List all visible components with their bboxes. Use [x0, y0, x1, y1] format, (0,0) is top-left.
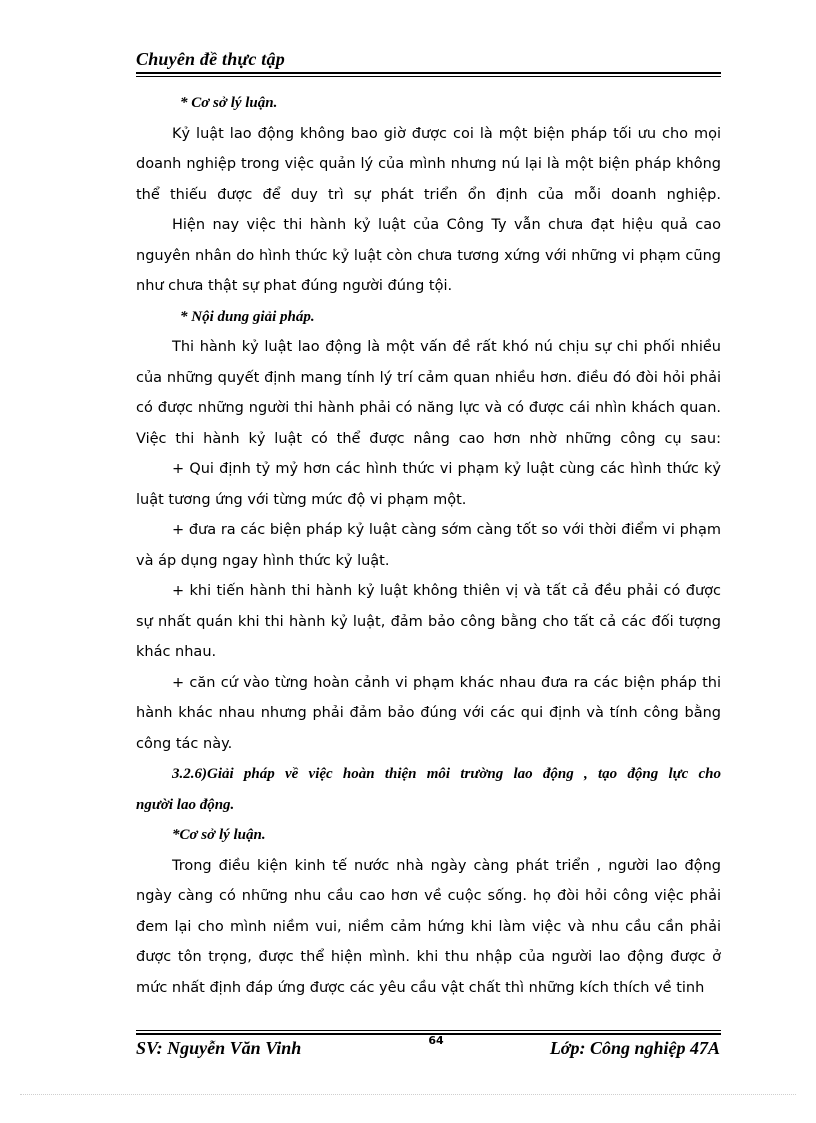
- list-item-line: + Qui định tỷ mỷ hơn các hình thức vi phạm kỷ luật cùng các hình thức kỷ: [172, 461, 721, 477]
- paragraph-line: Kỷ luật lao động không bao giờ được coi là một biện pháp tối ưu cho mọi: [172, 125, 721, 142]
- paragraph-line: được tôn trọng, được thể hiện mình. khi thu nhập của người lao động được ở: [136, 949, 721, 965]
- list-item-line: + căn cứ vào từng hoàn cảnh vi phạm khác nhau đưa ra các biện pháp thi: [172, 674, 721, 691]
- footer-student-name: SV: Nguyễn Văn Vinh: [136, 1038, 302, 1058]
- footer-class-label: Lớp: Công nghiệp 47A: [549, 1038, 720, 1058]
- section-heading: 3.2.6)Giải pháp về việc hoàn thiện môi trường lao động , tạo động lực cho: [172, 766, 721, 782]
- paragraph-line: có được những người thi hành phải có năng lực và có được cái nhìn khách quan.: [136, 400, 721, 416]
- paragraph-line: thể thiếu được để duy trì sự phát triển ổn định của mỗi doanh nghiệp.: [136, 186, 721, 203]
- footer-rule-thin: [136, 1030, 721, 1031]
- paragraph-line: Thi hành kỷ luật lao động là một vấn đề rất khó nú chịu sự chi phối nhiều: [172, 339, 721, 355]
- section-heading: người lao động.: [136, 796, 235, 813]
- paragraph-line: nguyên nhân do hình thức kỷ luật còn chưa tương xứng với những vi phạm cũng: [136, 247, 721, 264]
- subheading-solution: * Nội dung giải pháp.: [180, 308, 315, 325]
- header-rule-thin: [136, 76, 721, 77]
- list-item-line: khác nhau.: [136, 644, 217, 660]
- list-item-line: + khi tiến hành thi hành kỷ luật không thiên vị và tất cả đều phải có được: [172, 583, 721, 599]
- paragraph-line: Việc thi hành kỷ luật có thể được nâng cao hơn nhờ những công cụ sau:: [136, 430, 721, 447]
- header-rule-thick: [136, 72, 721, 74]
- paragraph-line: mức nhất định đáp ứng được các yêu cầu vật chất thì những kích thích về tinh: [136, 979, 705, 996]
- paragraph-line: Trong điều kiện kinh tế nước nhà ngày càng phát triển , người lao động: [172, 857, 721, 874]
- subheading-theory: * Cơ sở lý luận.: [180, 95, 278, 111]
- paragraph-line: ngày càng có những nhu cầu cao hơn về cuộc sống. họ đòi hỏi công việc phải: [136, 888, 721, 904]
- paragraph-line: như chưa thật sự phat đúng người đúng tội.: [136, 278, 453, 294]
- paragraph-line: doanh nghiệp trong việc quản lý của mình nhưng nú lại là một biện pháp không: [136, 156, 721, 172]
- page-boundary: [20, 1094, 796, 1095]
- subheading-theory: *Cơ sở lý luận.: [172, 827, 266, 843]
- list-item-line: sự nhất quán khi thi hành kỷ luật, đảm bảo công bằng cho tất cả các đối tượng: [136, 613, 721, 630]
- list-item-line: và áp dụng ngay hình thức kỷ luật.: [136, 552, 390, 569]
- paragraph-line: của những quyết định mang tính lý trí cảm quan nhiều hơn. điều đó đòi hỏi phải: [136, 369, 721, 386]
- list-item-line: hành khác nhau nhưng phải đảm bảo đúng với các qui định và tính công bằng: [136, 705, 721, 721]
- running-header-title: Chuyên đề thực tập: [136, 49, 285, 69]
- list-item-line: công tác này.: [136, 735, 233, 752]
- page-number: 64: [428, 1034, 444, 1047]
- list-item-line: + đưa ra các biện pháp kỷ luật càng sớm càng tốt so với thời điểm vi phạm: [172, 522, 721, 538]
- paragraph-line: đem lại cho mình niềm vui, niềm cảm hứng khi làm việc và nhu cầu cần phải: [136, 918, 721, 935]
- list-item-line: luật tương ứng với từng mức độ vi phạm một.: [136, 491, 467, 508]
- paragraph-line: Hiện nay việc thi hành kỷ luật của Công Ty vẫn chưa đạt hiệu quả cao: [172, 217, 721, 233]
- body-text: [136, 88, 721, 1003]
